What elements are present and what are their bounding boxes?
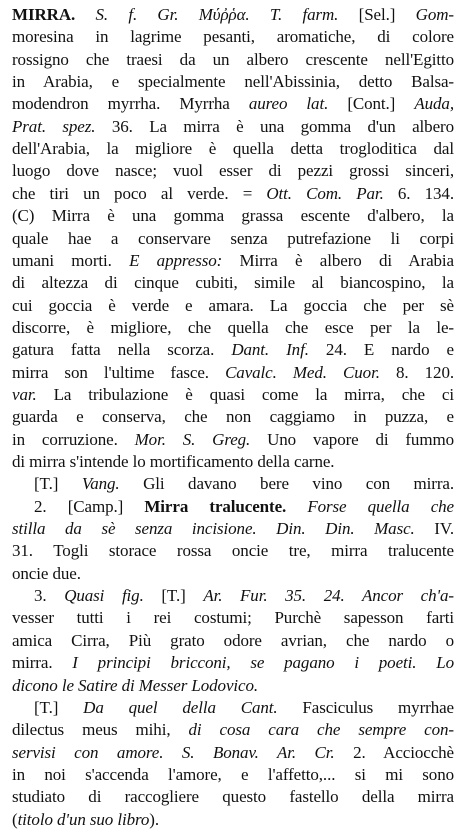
text-segment: 3. xyxy=(34,586,65,606)
text-segment: guarda e conserva, che non caggiamo in puzza, e xyxy=(12,407,454,427)
text-line xyxy=(12,675,454,697)
text-segment: 6. 134. xyxy=(397,183,454,203)
text-segment: Cavalc. Med. Cuor. xyxy=(225,362,396,382)
text-line xyxy=(12,518,454,540)
text-segment: Ott. Com. Par. xyxy=(266,183,398,203)
text-segment: La tribulazione è quasi come la mirra, che ci xyxy=(53,384,454,404)
text-segment: mirra son l'ultime fasce. xyxy=(12,362,226,382)
text-line xyxy=(12,339,454,361)
text-line xyxy=(12,26,454,48)
text-segment: E appresso: xyxy=(129,250,240,270)
text-segment: IV. xyxy=(434,519,454,539)
text-line xyxy=(12,429,454,451)
text-segment: discorre, è migliore, che quella che esce per la le- xyxy=(12,317,454,337)
text-line xyxy=(34,585,454,607)
text-line xyxy=(12,809,454,831)
text-segment: Auda, xyxy=(414,94,454,114)
text-segment: stilla da sè senza incisione. xyxy=(12,519,277,539)
text-segment: S. Bonav. Ar. Cr. xyxy=(181,742,354,762)
text-segment: dilectus meus mihi, xyxy=(12,720,189,740)
text-segment: Gom- xyxy=(415,5,454,24)
text-line xyxy=(12,362,454,384)
text-line xyxy=(34,496,454,518)
text-line xyxy=(12,295,454,317)
text-line xyxy=(12,451,454,473)
text-line xyxy=(12,563,454,585)
text-segment: ( xyxy=(12,809,18,829)
text-segment: che tiri un poco al verde. = xyxy=(12,183,267,203)
text-line xyxy=(12,71,454,93)
text-segment: vesser tutti i rei costumi; Purchè sapesson farti xyxy=(12,608,454,628)
text-segment: in Arabia, e specialmente nell'Abissinia, detto xyxy=(12,72,412,92)
text-line xyxy=(34,697,454,719)
text-line xyxy=(12,228,454,250)
text-line xyxy=(12,205,454,227)
text-line xyxy=(12,116,454,138)
text-line xyxy=(12,4,454,26)
text-segment: Fasciculus myrrhae xyxy=(302,697,454,717)
text-line xyxy=(12,160,454,182)
text-segment: 24. E nardo e xyxy=(325,340,454,360)
text-segment: di cosa cara che sempre con- xyxy=(188,720,454,740)
text-segment: var. xyxy=(12,384,54,404)
text-segment: Mirra tralucente. xyxy=(144,496,308,516)
text-segment: gatura fatta nella scorza. xyxy=(12,340,232,360)
text-segment: Vang. xyxy=(81,474,144,494)
text-line xyxy=(12,786,454,808)
text-segment: dicono le Satire di Messer Lodovico. xyxy=(12,675,259,695)
text-segment: di altezza di cinque cubiti, simile al biancospino, la xyxy=(12,273,454,293)
text-segment: umani morti. xyxy=(12,250,130,270)
text-segment: amica Cirra, Più grato odore avrian, che nardo o xyxy=(12,630,454,650)
text-segment: Ar. Fur. 35. 24. Ancor ch'a- xyxy=(203,586,454,606)
text-segment: 2. Acciocchè xyxy=(353,742,455,762)
text-segment: di mirra s'intende lo mortificamento della carne. xyxy=(12,452,335,471)
text-segment: Mor. S. Greg. xyxy=(134,429,268,449)
text-line xyxy=(12,742,454,764)
text-segment: 36. La mirra è una gomma d'un albero xyxy=(111,116,454,136)
text-segment: Quasi fig. xyxy=(64,586,162,606)
text-line xyxy=(12,719,454,741)
text-segment: ). xyxy=(149,809,160,829)
text-segment: Mirra è una gomma grassa escente d'albero, la xyxy=(51,206,454,226)
text-segment: dell'Arabia, la migliore è quella detta trogloditica dal xyxy=(12,139,454,159)
text-segment: Da quel della Cant. xyxy=(83,697,303,717)
text-segment: Din. Din. Masc. xyxy=(276,519,435,539)
text-segment: moresina in lagrime pesanti, aromatiche, di colore xyxy=(12,27,454,47)
text-line xyxy=(12,764,454,786)
text-line xyxy=(12,93,454,115)
text-line xyxy=(12,652,454,674)
text-segment: Forse quella che xyxy=(307,496,454,516)
text-line xyxy=(12,272,454,294)
text-line xyxy=(12,183,454,205)
text-segment: [T.] xyxy=(34,697,84,717)
text-segment: servisi con amore. xyxy=(12,742,182,762)
text-segment: [T.] xyxy=(34,474,82,494)
text-segment: in noi s'accenda l'amore, e l'affetto,... si mi sono xyxy=(12,764,454,784)
text-segment: [T.] xyxy=(161,586,204,606)
text-segment: oncie due. xyxy=(12,563,81,583)
text-line xyxy=(34,473,454,495)
text-line xyxy=(12,384,454,406)
text-segment: rossigno che traesi da un albero crescente nell'Egitto xyxy=(12,49,454,69)
text-segment: studiato di raccogliere questo fastello della mirra xyxy=(12,787,454,807)
text-segment: Gli davano bere vino con mirra. xyxy=(143,474,454,494)
text-segment: S. f. Gr. Μύῤῥα. T. farm. xyxy=(95,5,359,24)
text-line xyxy=(12,250,454,272)
text-segment: in corruzione. xyxy=(12,429,135,449)
text-segment: [Cont.] xyxy=(347,94,415,114)
text-segment: Uno vapore di fummo xyxy=(267,429,454,449)
text-segment: [Sel.] xyxy=(358,5,416,24)
text-segment: Balsa- xyxy=(411,72,454,92)
text-segment: Mirra è albero di Arabia xyxy=(239,250,454,270)
text-line xyxy=(12,49,454,71)
text-segment: modendron myrrha. Myrrha xyxy=(12,94,249,114)
text-segment: cui goccia è verde e amara. La goccia che per sè xyxy=(12,295,454,315)
text-line xyxy=(12,138,454,160)
text-segment: I principi bricconi, se pagano i poeti. Lo xyxy=(72,653,454,673)
text-line xyxy=(12,317,454,339)
text-segment: titolo d'un suo libro xyxy=(17,809,150,829)
text-segment: Prat. spez. xyxy=(12,116,112,136)
text-segment: 2. [Camp.] xyxy=(34,496,145,516)
text-line xyxy=(12,406,454,428)
text-segment: luogo dove nasce; vuol esser di pezzi grossi sinceri, xyxy=(12,161,454,181)
text-line xyxy=(12,607,454,629)
text-segment: Dant. Inf. xyxy=(231,340,326,360)
text-line xyxy=(12,540,454,562)
text-segment: quale hae a conservare senza putrefazione li corpi xyxy=(12,228,454,248)
text-line xyxy=(12,630,454,652)
text-segment: (C) xyxy=(12,206,52,226)
text-segment: 8. 120. xyxy=(395,362,454,382)
text-segment: MIRRA. xyxy=(12,5,96,24)
text-segment: mirra. xyxy=(12,653,73,673)
text-segment: 31. Togli storace rossa oncie tre, mirra tralucente xyxy=(12,541,454,561)
text-segment: aureo lat. xyxy=(248,94,348,114)
